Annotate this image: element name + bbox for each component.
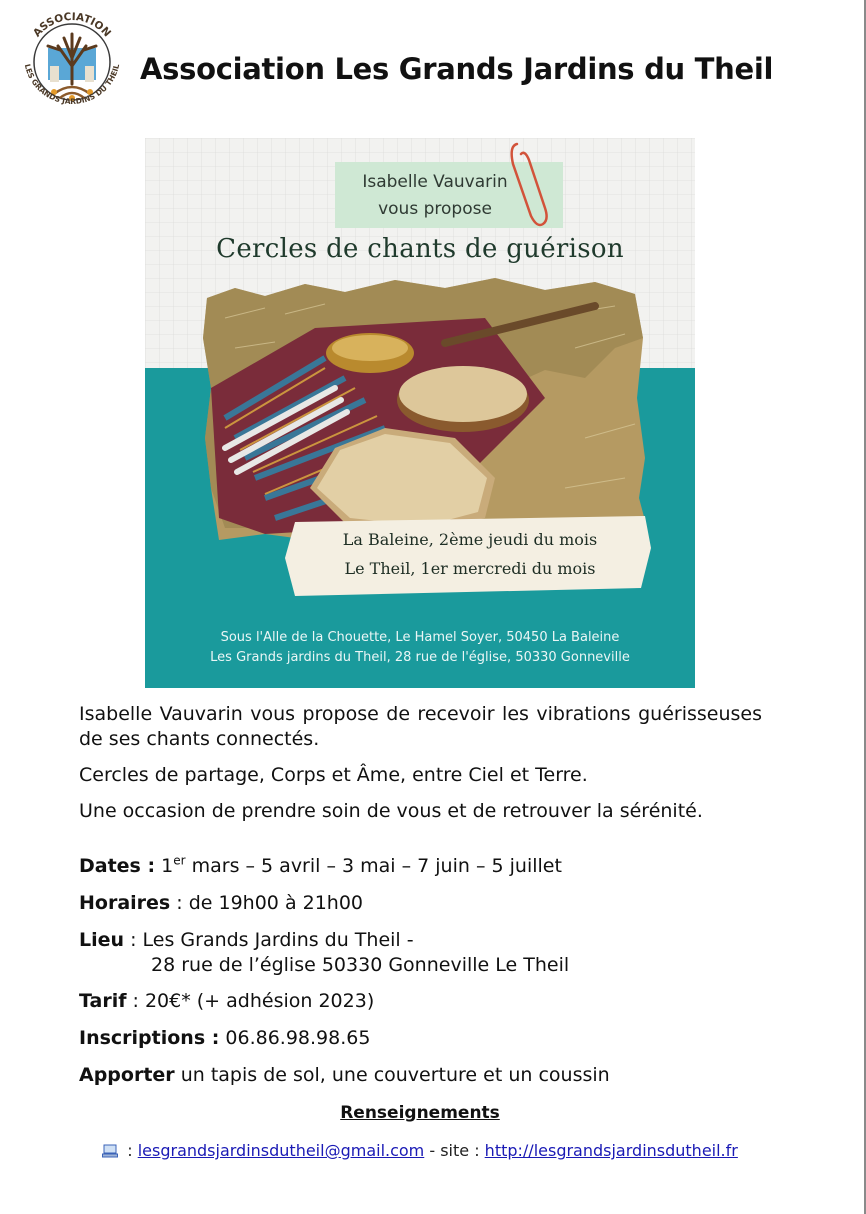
tarif-line	[79, 990, 374, 1012]
horaires-label: Horaires	[79, 892, 171, 914]
dates-day1: 1	[155, 855, 174, 877]
horaires-value: : de 19h00 à 21h00	[170, 892, 364, 914]
poster-schedule-2: Le Theil, 1er mercredi du mois	[344, 559, 596, 578]
dates-sup: er	[173, 853, 186, 868]
computer-icon	[102, 1144, 118, 1158]
logo-text-top: ASSOCIATION	[30, 10, 114, 40]
poster-title: Cercles de chants de guérison	[216, 234, 624, 264]
association-logo	[14, 6, 130, 118]
logo-text-bottom: LES GRANDS JARDINS DU THEIL	[22, 63, 122, 107]
website-link[interactable]: http://lesgrandsjardinsdutheil.fr	[484, 1141, 738, 1160]
tarif-label: Tarif	[79, 990, 127, 1012]
dates-value: mars – 5 avril – 3 mai – 7 juin – 5 juillet	[185, 855, 562, 877]
intro-paragraph-2: Cercles de partage, Corps et Âme, entre Ciel et Terre.	[79, 764, 588, 786]
poster-background	[145, 138, 695, 688]
dates-label: Dates :	[79, 855, 156, 877]
dates-line	[79, 855, 562, 877]
apporter-line	[79, 1064, 610, 1086]
horaires-line	[79, 892, 363, 914]
event-poster	[145, 138, 695, 688]
site-label: - site :	[424, 1141, 485, 1160]
tarif-value: : 20€* (+ adhésion 2023)	[126, 990, 375, 1012]
page-title: Association Les Grands Jardins du Theil	[140, 52, 774, 86]
intro-paragraph-3: Une occasion de prendre soin de vous et de retrouver la sérénité.	[79, 800, 703, 822]
apporter-label: Apporter	[79, 1064, 175, 1086]
apporter-value: un tapis de sol, une couverture et un coussin	[174, 1064, 610, 1086]
lieu-label: Lieu	[79, 929, 125, 951]
poster-presenter: Isabelle Vauvarin	[362, 172, 508, 192]
lieu-value: : Les Grands Jardins du Theil -	[124, 929, 414, 951]
poster-schedule-1: La Baleine, 2ème jeudi du mois	[342, 530, 598, 549]
inscriptions-line	[79, 1027, 370, 1049]
poster-presenter-sub: vous propose	[378, 199, 492, 219]
poster-address-2: Les Grands jardins du Theil, 28 rue de l'église, 50330 Gonneville	[210, 650, 630, 665]
renseignements-heading: Renseignements	[340, 1103, 500, 1123]
lieu-line	[79, 929, 414, 951]
contact-line	[0, 1141, 840, 1160]
intro-paragraph: Isabelle Vauvarin vous propose de recevoir les vibrations guérisseuses de ses chants connectés.	[79, 703, 762, 750]
poster-address-1: Sous l'Alle de la Chouette, Le Hamel Soyer, 50450 La Baleine	[220, 630, 620, 645]
lieu-address-line: 28 rue de l’église 50330 Gonneville Le Theil	[151, 954, 570, 976]
inscriptions-label: Inscriptions :	[79, 1027, 220, 1049]
contact-sep: :	[122, 1141, 138, 1160]
inscriptions-phone: 06.86.98.98.65	[219, 1027, 371, 1049]
email-link[interactable]: lesgrandsjardinsdutheil@gmail.com	[137, 1141, 425, 1160]
